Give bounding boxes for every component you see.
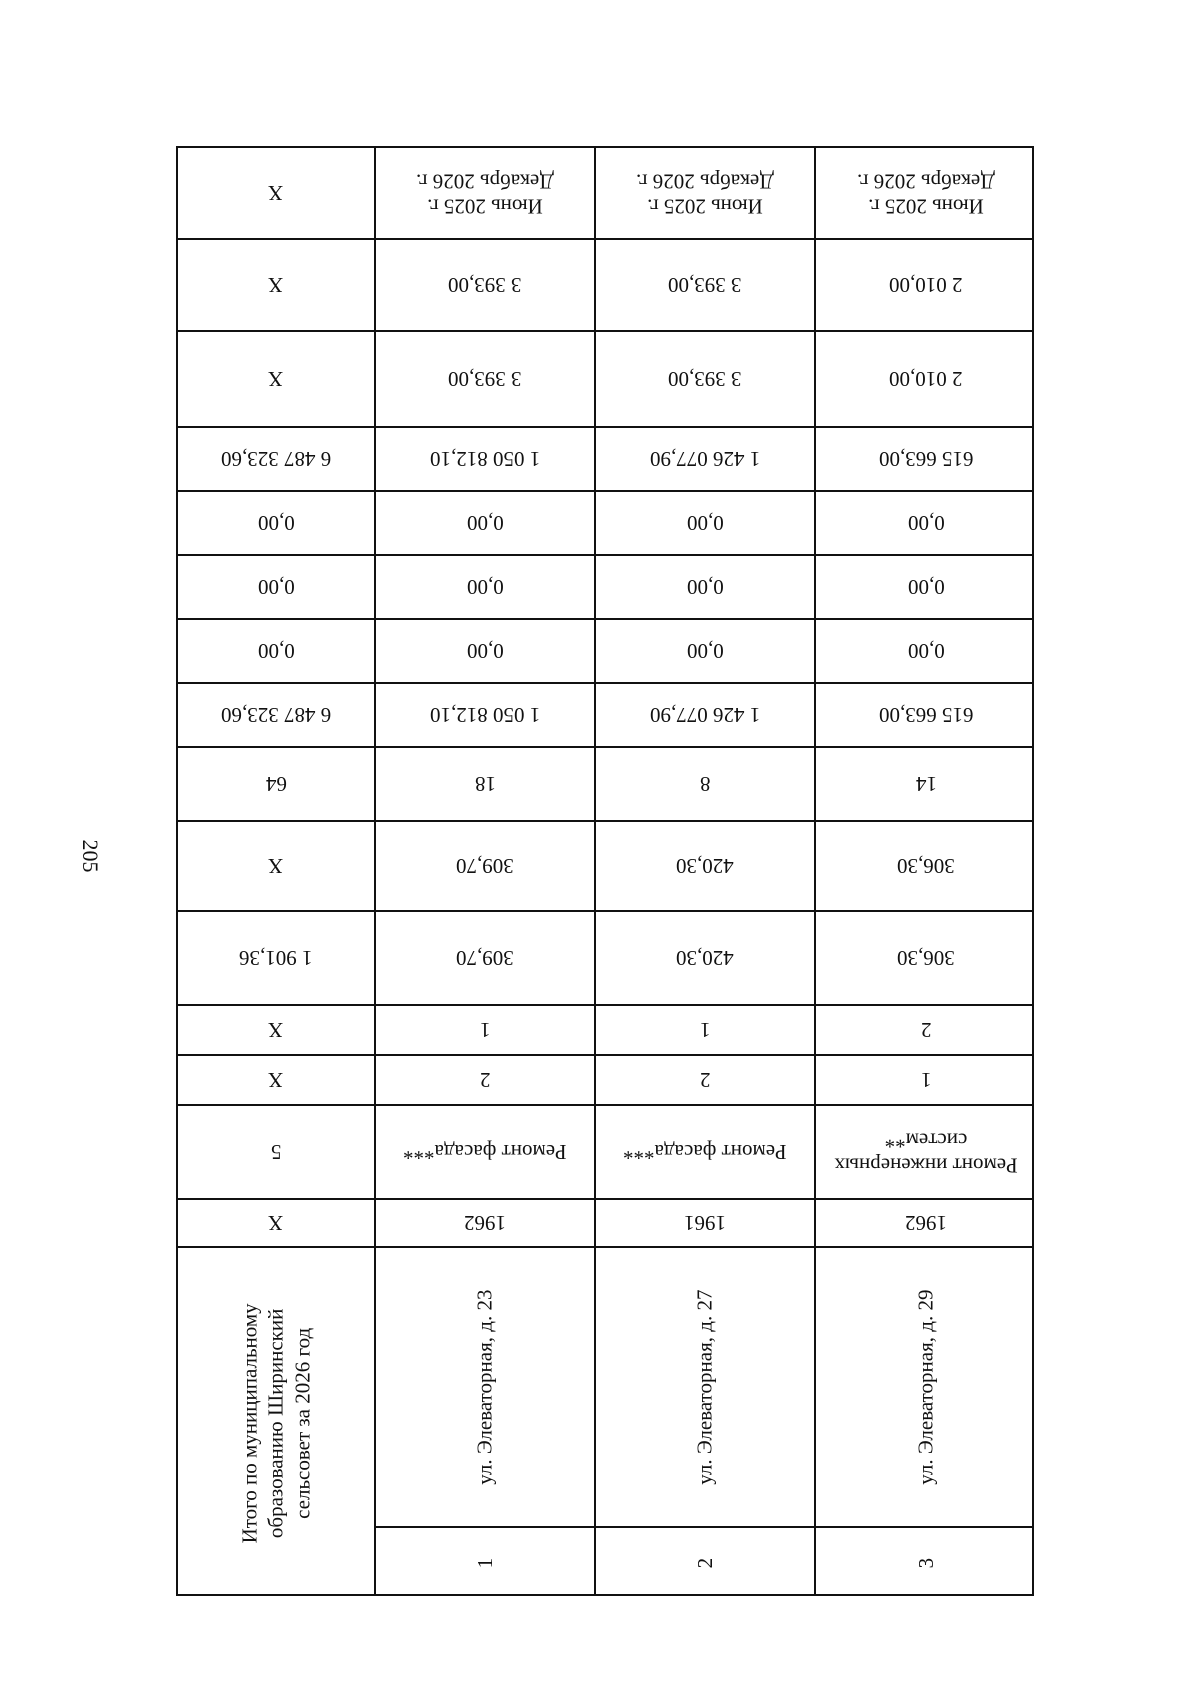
cell-text: 2 xyxy=(699,1068,711,1093)
table-cell xyxy=(376,332,594,428)
cell-text: 0,00 xyxy=(686,575,724,600)
cell-text: 1 426 077,90 xyxy=(649,703,761,728)
table-cell xyxy=(376,912,594,1006)
table-cell xyxy=(596,1056,814,1106)
table-cell xyxy=(596,1006,814,1056)
table-cell xyxy=(178,1056,374,1106)
cell-text: 6 487 323,60 xyxy=(220,447,332,472)
table-cell xyxy=(178,822,374,912)
table-cell xyxy=(376,748,594,822)
cell-text: 0,00 xyxy=(686,639,724,664)
cell-text: 1 426 077,90 xyxy=(649,447,761,472)
table-column-row-3 xyxy=(814,148,1034,1594)
table-cell xyxy=(178,1106,374,1200)
table-cell xyxy=(178,748,374,822)
cell-text: 2 010,00 xyxy=(889,273,963,298)
cell-text: 0,00 xyxy=(257,639,295,664)
cell-text: Июнь 2025 г. Декабрь 2026 г. xyxy=(636,169,774,219)
cell-text: X xyxy=(268,854,284,879)
cell-text: 1 901,36 xyxy=(239,946,313,971)
address-text: ул. Элеваторная, д. 29 xyxy=(913,1289,938,1485)
cell-text: 615 663,00 xyxy=(878,703,974,728)
table-cell xyxy=(596,748,814,822)
cell-text: 306,30 xyxy=(897,854,955,879)
table-cell xyxy=(816,620,1034,684)
cell-text: 0,00 xyxy=(466,511,504,536)
cell-text: 1 050 812,10 xyxy=(429,703,541,728)
table-cell xyxy=(178,428,374,492)
table-cell xyxy=(596,556,814,620)
cell-text: 0,00 xyxy=(466,575,504,600)
cell-text: Июнь 2025 г. Декабрь 2026 г. xyxy=(857,169,995,219)
cell-text: Июнь 2025 г. Декабрь 2026 г. xyxy=(416,169,554,219)
table-cell xyxy=(376,148,594,240)
cell-text: 14 xyxy=(915,772,937,797)
cell-text: 306,30 xyxy=(897,946,955,971)
table-cell xyxy=(178,912,374,1006)
table-cell xyxy=(178,1200,374,1248)
cell-text: 1962 xyxy=(905,1211,947,1236)
cell-text: 1962 xyxy=(464,1211,506,1236)
cell-text: 1 xyxy=(479,1018,491,1043)
table-cell xyxy=(596,492,814,556)
address-cell xyxy=(816,1248,1034,1528)
table-cell xyxy=(816,332,1034,428)
row-number-cell xyxy=(816,1528,1034,1596)
table-cell xyxy=(816,1200,1034,1248)
cell-text: 1 xyxy=(699,1018,711,1043)
table-cell xyxy=(816,428,1034,492)
table-cell xyxy=(816,240,1034,332)
table-cell xyxy=(596,240,814,332)
cell-text: 1961 xyxy=(684,1211,726,1236)
cell-text: 2 xyxy=(920,1018,932,1043)
table-cell xyxy=(596,1106,814,1200)
cell-text: 309,70 xyxy=(456,946,514,971)
table-cell xyxy=(596,1200,814,1248)
cell-text: X xyxy=(268,1018,284,1043)
cell-text: 5 xyxy=(270,1140,282,1165)
table-cell xyxy=(816,556,1034,620)
cell-text: Ремонт фасада*** xyxy=(623,1140,787,1165)
table-column-row-1 xyxy=(374,148,594,1594)
table-cell xyxy=(596,148,814,240)
total-label-line: Итого по муниципальному xyxy=(237,1302,262,1544)
cell-text: X xyxy=(268,367,284,392)
table-cell xyxy=(816,822,1034,912)
table-cell xyxy=(596,912,814,1006)
cell-text: 2 010,00 xyxy=(889,367,963,392)
address-text: ул. Элеваторная, д. 27 xyxy=(692,1289,717,1485)
cell-text: X xyxy=(268,1211,284,1236)
cell-text: 615 663,00 xyxy=(878,447,974,472)
cell-text: 1 xyxy=(920,1068,932,1093)
table-cell xyxy=(816,1056,1034,1106)
table-cell xyxy=(178,148,374,240)
table-cell xyxy=(596,822,814,912)
table-cell xyxy=(178,620,374,684)
cell-text: 0,00 xyxy=(907,575,945,600)
table-cell xyxy=(816,912,1034,1006)
row-number: 2 xyxy=(692,1557,717,1569)
table-cell xyxy=(376,1200,594,1248)
table-cell xyxy=(178,556,374,620)
cell-text: 420,30 xyxy=(676,946,734,971)
cell-text: 0,00 xyxy=(686,511,724,536)
data-table-rotated xyxy=(176,146,1034,1596)
address-cell xyxy=(596,1248,814,1528)
cell-text: 64 xyxy=(265,772,287,797)
table-cell xyxy=(816,148,1034,240)
cell-text: 2 xyxy=(479,1068,491,1093)
table-cell xyxy=(816,492,1034,556)
address-cell xyxy=(376,1248,594,1528)
table-cell xyxy=(816,748,1034,822)
table-cell xyxy=(376,556,594,620)
table-cell xyxy=(596,620,814,684)
cell-text: 3 393,00 xyxy=(448,273,522,298)
cell-text: 0,00 xyxy=(907,511,945,536)
cell-text: 0,00 xyxy=(907,639,945,664)
table-cell xyxy=(596,684,814,748)
cell-text: Ремонт инженерных систем** xyxy=(834,1128,1018,1178)
total-label-line: сельсовет за 2026 год xyxy=(290,1327,315,1519)
cell-text: X xyxy=(268,181,284,206)
table-cell xyxy=(596,332,814,428)
table-cell xyxy=(376,240,594,332)
cell-text: Ремонт фасада*** xyxy=(403,1140,567,1165)
cell-text: X xyxy=(268,273,284,298)
table-cell xyxy=(178,684,374,748)
table-cell xyxy=(376,684,594,748)
cell-text: 0,00 xyxy=(257,575,295,600)
table-cell xyxy=(376,1006,594,1056)
table-cell xyxy=(376,492,594,556)
cell-text: 18 xyxy=(474,772,496,797)
cell-text: 6 487 323,60 xyxy=(220,703,332,728)
cell-text: 3 393,00 xyxy=(668,367,742,392)
total-label xyxy=(237,1303,316,1543)
table-cell xyxy=(376,822,594,912)
cell-text: 309,70 xyxy=(456,854,514,879)
table-cell xyxy=(376,620,594,684)
row-number-cell xyxy=(376,1528,594,1596)
table-cell xyxy=(178,1006,374,1056)
cell-text: 3 393,00 xyxy=(448,367,522,392)
table-cell xyxy=(596,428,814,492)
table-cell xyxy=(816,1006,1034,1056)
address-text: ул. Элеваторная, д. 23 xyxy=(472,1289,497,1485)
cell-text: 8 xyxy=(699,772,711,797)
table-cell xyxy=(178,492,374,556)
page-number: 205 xyxy=(78,839,103,873)
table-cell xyxy=(178,240,374,332)
table-cell xyxy=(376,1106,594,1200)
table-cell xyxy=(816,684,1034,748)
cell-text: 3 393,00 xyxy=(668,273,742,298)
total-label-cell xyxy=(178,1248,374,1596)
table-cell xyxy=(178,332,374,428)
table-column-row-2 xyxy=(594,148,814,1594)
cell-text: X xyxy=(268,1068,284,1093)
row-number-cell xyxy=(596,1528,814,1596)
row-number: 3 xyxy=(913,1557,938,1569)
table-cell xyxy=(376,1056,594,1106)
table-cell xyxy=(816,1106,1034,1200)
cell-text: 1 050 812,10 xyxy=(429,447,541,472)
total-label-line: образованию Ширинский xyxy=(263,1308,288,1538)
cell-text: 420,30 xyxy=(676,854,734,879)
cell-text: 0,00 xyxy=(466,639,504,664)
table-column-total xyxy=(178,148,374,1594)
table-cell xyxy=(376,428,594,492)
cell-text: 0,00 xyxy=(257,511,295,536)
row-number: 1 xyxy=(472,1557,497,1569)
